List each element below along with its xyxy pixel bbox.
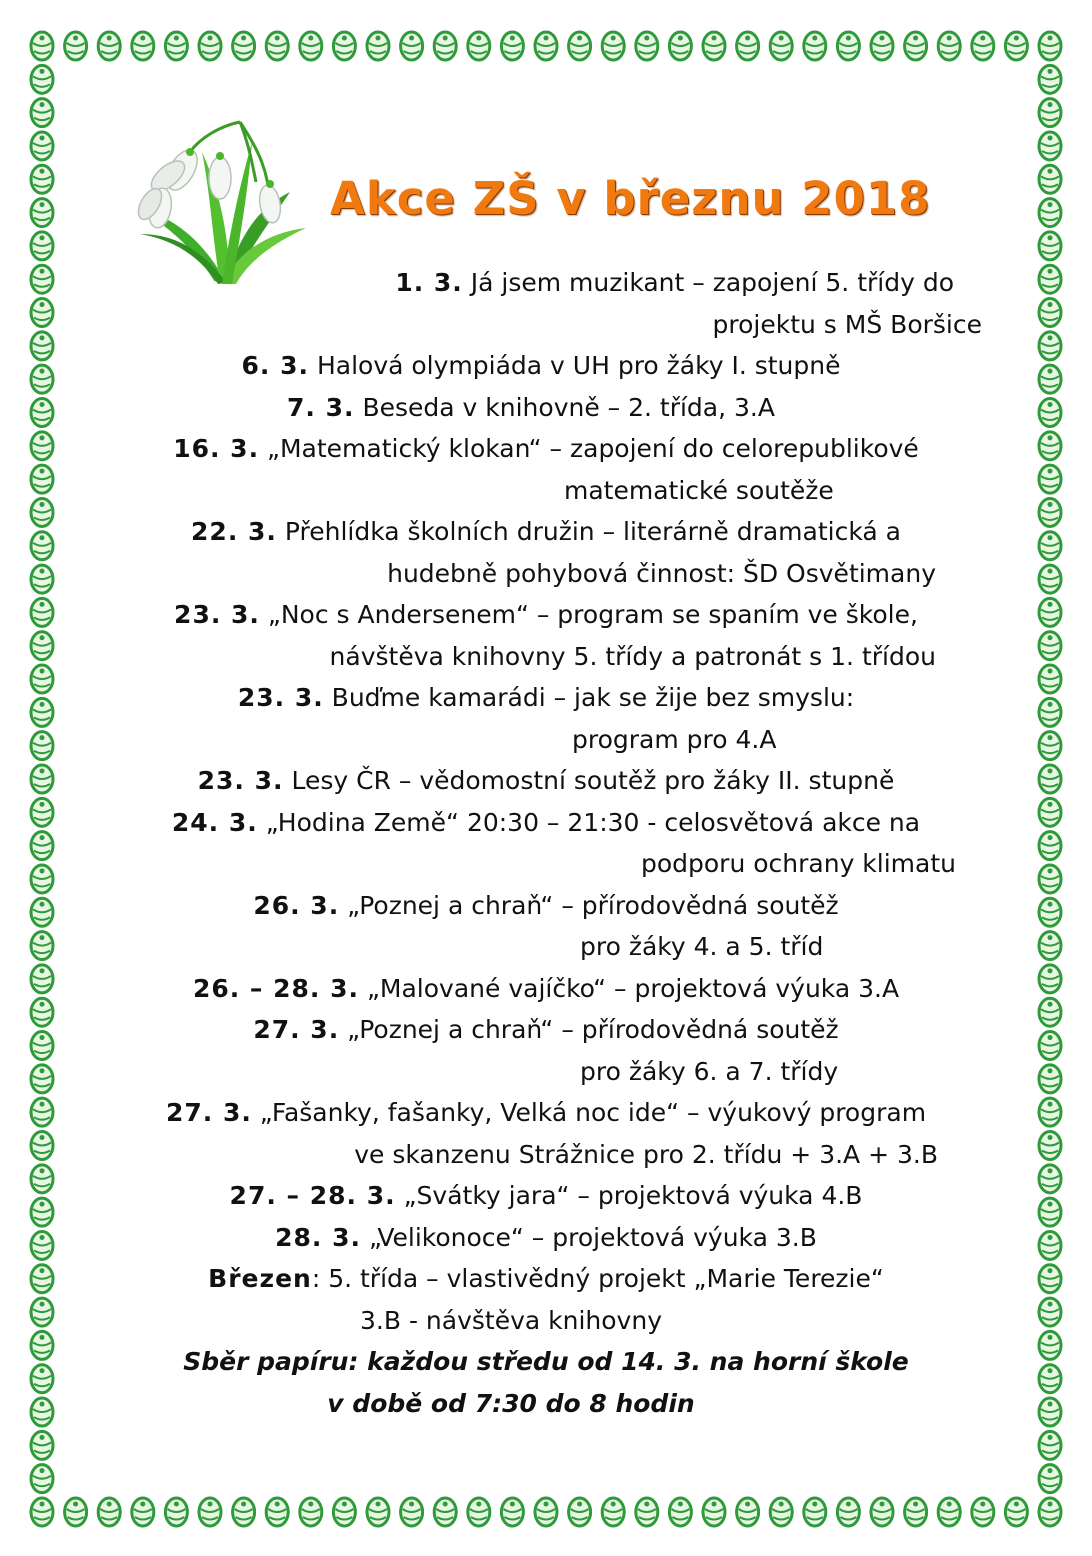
egg-icon xyxy=(669,32,691,60)
egg-icon xyxy=(669,1498,691,1526)
event-line xyxy=(110,843,982,885)
egg-icon xyxy=(165,32,187,60)
egg-icon xyxy=(199,32,221,60)
egg-icon xyxy=(434,32,456,60)
egg-icon xyxy=(31,898,53,926)
egg-icon xyxy=(367,1498,389,1526)
egg-icon xyxy=(266,1498,288,1526)
event-date: 27. 3. xyxy=(253,1015,340,1044)
egg-icon xyxy=(31,1265,53,1293)
egg-icon xyxy=(31,698,53,726)
egg-icon xyxy=(401,32,423,60)
egg-icon xyxy=(31,132,53,160)
event-line xyxy=(110,1009,982,1051)
egg-icon xyxy=(233,32,255,60)
event-date: 27. 3. xyxy=(165,1098,252,1127)
event-text: pro žáky 4. a 5. tříd xyxy=(580,932,824,961)
egg-icon xyxy=(31,598,53,626)
egg-icon xyxy=(703,32,725,60)
egg-icon xyxy=(905,32,927,60)
egg-icon xyxy=(837,32,859,60)
egg-icon xyxy=(31,1032,53,1060)
egg-icon xyxy=(266,32,288,60)
egg-icon xyxy=(367,32,389,60)
egg-icon xyxy=(804,32,826,60)
egg-icon xyxy=(31,299,53,327)
egg-icon xyxy=(737,1498,759,1526)
event-date: 16. 3. xyxy=(173,434,260,463)
egg-icon xyxy=(1039,99,1061,127)
event-line xyxy=(110,1175,982,1217)
egg-icon xyxy=(1039,299,1061,327)
egg-icon xyxy=(804,1498,826,1526)
event-line xyxy=(110,511,982,553)
event-date: 6. 3. xyxy=(241,351,310,380)
egg-icon xyxy=(1039,32,1061,60)
event-line xyxy=(110,1258,982,1300)
egg-icon xyxy=(31,732,53,760)
egg-icon xyxy=(1039,1098,1061,1126)
event-line xyxy=(110,677,982,719)
egg-icon xyxy=(1039,399,1061,427)
egg-icon xyxy=(468,32,490,60)
egg-icon xyxy=(1039,65,1061,93)
egg-icon xyxy=(569,32,591,60)
event-text: „Poznej a chraň“ – přírodovědná soutěž xyxy=(347,1015,839,1044)
egg-icon xyxy=(31,832,53,860)
egg-icon xyxy=(1039,1465,1061,1493)
egg-icon xyxy=(1039,1331,1061,1359)
egg-icon xyxy=(31,1065,53,1093)
egg-icon xyxy=(871,32,893,60)
event-text: „Malované vajíčko“ – projektová výuka 3.A xyxy=(366,973,900,1003)
egg-icon xyxy=(31,99,53,127)
event-line xyxy=(110,553,982,595)
event-text: hudebně pohybová činnost: ŠD Osvětimany xyxy=(387,558,936,588)
event-date: 24. 3. xyxy=(171,807,258,837)
egg-icon xyxy=(1039,765,1061,793)
event-date: 23. 3. xyxy=(237,683,324,712)
egg-icon xyxy=(1039,1298,1061,1326)
egg-icon xyxy=(1039,1265,1061,1293)
event-date: 28. 3. xyxy=(275,1222,362,1252)
egg-icon xyxy=(1039,1065,1061,1093)
egg-icon xyxy=(1039,1431,1061,1459)
egg-icon xyxy=(31,399,53,427)
egg-icon xyxy=(31,1165,53,1193)
egg-icon xyxy=(31,1298,53,1326)
event-text: „Matematický klokan“ – zapojení do celorepublikové xyxy=(267,434,919,463)
event-text: „Noc s Andersenem“ – program se spaním ve škole, xyxy=(267,600,918,629)
egg-icon xyxy=(31,65,53,93)
egg-icon xyxy=(31,1132,53,1160)
egg-icon xyxy=(1039,698,1061,726)
egg-icon xyxy=(770,1498,792,1526)
egg-icon xyxy=(1039,265,1061,293)
egg-icon xyxy=(333,1498,355,1526)
egg-icon xyxy=(602,1498,624,1526)
egg-icon xyxy=(300,32,322,60)
egg-icon xyxy=(31,1431,53,1459)
egg-icon xyxy=(569,1498,591,1526)
event-line xyxy=(110,802,982,844)
event-text: ve skanzenu Strážnice pro 2. třídu + 3.A + 3.B xyxy=(354,1139,938,1169)
egg-icon xyxy=(31,1465,53,1493)
egg-icon xyxy=(165,1498,187,1526)
egg-icon xyxy=(1039,1198,1061,1226)
event-text: Beseda v knihovně – 2. třída, 3.A xyxy=(362,392,775,422)
egg-icon xyxy=(1039,332,1061,360)
egg-icon xyxy=(31,632,53,660)
egg-icon xyxy=(602,32,624,60)
egg-icon xyxy=(1039,532,1061,560)
egg-icon xyxy=(501,32,523,60)
egg-icon xyxy=(31,665,53,693)
event-date: Březen xyxy=(208,1264,312,1293)
event-line xyxy=(110,636,982,678)
egg-icon xyxy=(770,32,792,60)
egg-icon xyxy=(1039,1498,1061,1526)
event-text: návštěva knihovny 5. třídy a patronát s 1. třídou xyxy=(329,641,936,671)
event-date: 23. 3. xyxy=(174,600,260,629)
egg-icon xyxy=(535,32,557,60)
egg-icon xyxy=(1039,965,1061,993)
egg-icon xyxy=(1039,832,1061,860)
event-text: „Velikonoce“ – projektová výuka 3.B xyxy=(368,1222,817,1252)
egg-icon xyxy=(31,1498,53,1526)
egg-icon xyxy=(1039,898,1061,926)
egg-icon xyxy=(31,798,53,826)
egg-icon xyxy=(468,1498,490,1526)
egg-icon xyxy=(1039,1365,1061,1393)
event-date: 23. 3. xyxy=(197,766,284,795)
egg-icon xyxy=(333,32,355,60)
egg-icon xyxy=(1039,365,1061,393)
egg-icon xyxy=(938,32,960,60)
egg-icon xyxy=(1039,132,1061,160)
event-text: matematické soutěže xyxy=(564,475,834,505)
event-line xyxy=(110,760,982,802)
egg-icon xyxy=(65,32,87,60)
egg-icon xyxy=(98,1498,120,1526)
event-text: „Hodina Země“ 20:30 – 21:30 - celosvětová akce na xyxy=(265,807,921,837)
egg-icon xyxy=(938,1498,960,1526)
event-line xyxy=(110,1092,982,1134)
egg-icon xyxy=(1039,232,1061,260)
event-text: Přehlídka školních družin – literárně dramatická a xyxy=(284,517,901,546)
egg-icon xyxy=(31,199,53,227)
egg-icon xyxy=(31,165,53,193)
event-line xyxy=(110,304,982,346)
egg-icon xyxy=(401,1498,423,1526)
egg-icon xyxy=(871,1498,893,1526)
egg-icon xyxy=(1005,32,1027,60)
egg-icon xyxy=(31,432,53,460)
egg-icon xyxy=(1039,798,1061,826)
egg-icon xyxy=(31,1098,53,1126)
egg-icon xyxy=(1039,199,1061,227)
egg-icon xyxy=(837,1498,859,1526)
egg-icon xyxy=(31,565,53,593)
egg-icon xyxy=(1039,632,1061,660)
egg-icon xyxy=(31,265,53,293)
event-line xyxy=(110,968,982,1010)
egg-icon xyxy=(737,32,759,60)
paper-collection-time: v době od 7:30 do 8 hodin xyxy=(327,1388,695,1418)
event-line xyxy=(110,885,982,927)
event-text: projektu s MŠ Boršice xyxy=(712,309,982,339)
egg-icon xyxy=(1039,1132,1061,1160)
egg-icon xyxy=(132,32,154,60)
event-line xyxy=(110,470,982,512)
egg-icon xyxy=(1039,598,1061,626)
egg-icon xyxy=(1039,1398,1061,1426)
egg-icon xyxy=(972,1498,994,1526)
egg-icon xyxy=(703,1498,725,1526)
event-line xyxy=(110,345,982,387)
event-text: Já jsem muzikant – zapojení 5. třídy do xyxy=(470,268,954,297)
egg-icon xyxy=(31,532,53,560)
event-text: program pro 4.A xyxy=(572,724,777,754)
event-line xyxy=(110,428,982,470)
egg-icon xyxy=(905,1498,927,1526)
event-date: 27. – 28. 3. xyxy=(229,1181,396,1210)
egg-icon xyxy=(31,998,53,1026)
event-text: „Svátky jara“ – projektová výuka 4.B xyxy=(403,1181,863,1210)
event-line xyxy=(110,1217,982,1259)
egg-icon xyxy=(31,965,53,993)
egg-icon xyxy=(132,1498,154,1526)
egg-icon xyxy=(199,1498,221,1526)
egg-icon xyxy=(1039,1231,1061,1259)
egg-icon xyxy=(1039,665,1061,693)
egg-icon xyxy=(31,465,53,493)
egg-icon xyxy=(31,332,53,360)
event-text: : 5. třída – vlastivědný projekt „Marie Terezie“ xyxy=(311,1264,884,1293)
event-text: Lesy ČR – vědomostní soutěž pro žáky II. stupně xyxy=(291,766,895,795)
egg-icon xyxy=(972,32,994,60)
egg-icon xyxy=(31,1231,53,1259)
egg-icon xyxy=(233,1498,255,1526)
egg-icon xyxy=(98,32,120,60)
egg-icon xyxy=(1039,165,1061,193)
event-date: 26. – 28. 3. xyxy=(192,973,360,1003)
event-text: Halová olympiáda v UH pro žáky I. stupně xyxy=(316,351,841,380)
egg-icon xyxy=(31,932,53,960)
event-date: 7. 3. xyxy=(287,392,355,422)
event-line xyxy=(110,262,982,304)
event-line xyxy=(110,1300,982,1342)
egg-icon xyxy=(1005,1498,1027,1526)
egg-icon xyxy=(31,865,53,893)
egg-icon xyxy=(31,1198,53,1226)
event-text: pro žáky 6. a 7. třídy xyxy=(580,1056,839,1086)
event-text: 3.B - návštěva knihovny xyxy=(360,1305,662,1335)
event-text: „Poznej a chraň“ – přírodovědná soutěž xyxy=(347,890,839,920)
egg-icon xyxy=(1039,865,1061,893)
event-line xyxy=(110,1051,982,1093)
egg-icon xyxy=(31,765,53,793)
egg-icon xyxy=(31,365,53,393)
egg-icon xyxy=(1039,932,1061,960)
event-line xyxy=(110,594,982,636)
paper-collection-note: Sběr papíru: každou středu od 14. 3. na horní škole xyxy=(183,1347,909,1376)
event-text: Buďme kamarádi – jak se žije bez smyslu: xyxy=(331,683,855,712)
event-line xyxy=(110,719,982,761)
egg-icon xyxy=(1039,1032,1061,1060)
egg-icon xyxy=(1039,498,1061,526)
event-text: podporu ochrany klimatu xyxy=(640,849,956,878)
egg-icon xyxy=(31,232,53,260)
egg-icon xyxy=(300,1498,322,1526)
egg-icon xyxy=(501,1498,523,1526)
egg-icon xyxy=(636,1498,658,1526)
egg-icon xyxy=(31,1398,53,1426)
egg-icon xyxy=(31,1365,53,1393)
egg-icon xyxy=(1039,465,1061,493)
egg-icon xyxy=(31,498,53,526)
egg-icon xyxy=(1039,998,1061,1026)
egg-icon xyxy=(31,1331,53,1359)
egg-icon xyxy=(1039,565,1061,593)
egg-icon xyxy=(636,32,658,60)
page-title: Akce ZŠ v březnu 2018 xyxy=(330,172,931,225)
event-text: „Fašanky, fašanky, Velká noc ide“ – výukový program xyxy=(259,1098,927,1127)
event-list xyxy=(110,262,982,1424)
egg-icon xyxy=(535,1498,557,1526)
egg-icon xyxy=(1039,432,1061,460)
event-date: 26. 3. xyxy=(253,890,340,920)
event-date: 1. 3. xyxy=(395,268,463,297)
event-line xyxy=(110,926,982,968)
egg-icon xyxy=(1039,1165,1061,1193)
egg-icon xyxy=(65,1498,87,1526)
event-date: 22. 3. xyxy=(191,517,277,546)
egg-icon xyxy=(434,1498,456,1526)
egg-icon xyxy=(31,32,53,60)
event-line xyxy=(110,1134,982,1176)
event-line xyxy=(110,387,982,429)
egg-icon xyxy=(1039,732,1061,760)
